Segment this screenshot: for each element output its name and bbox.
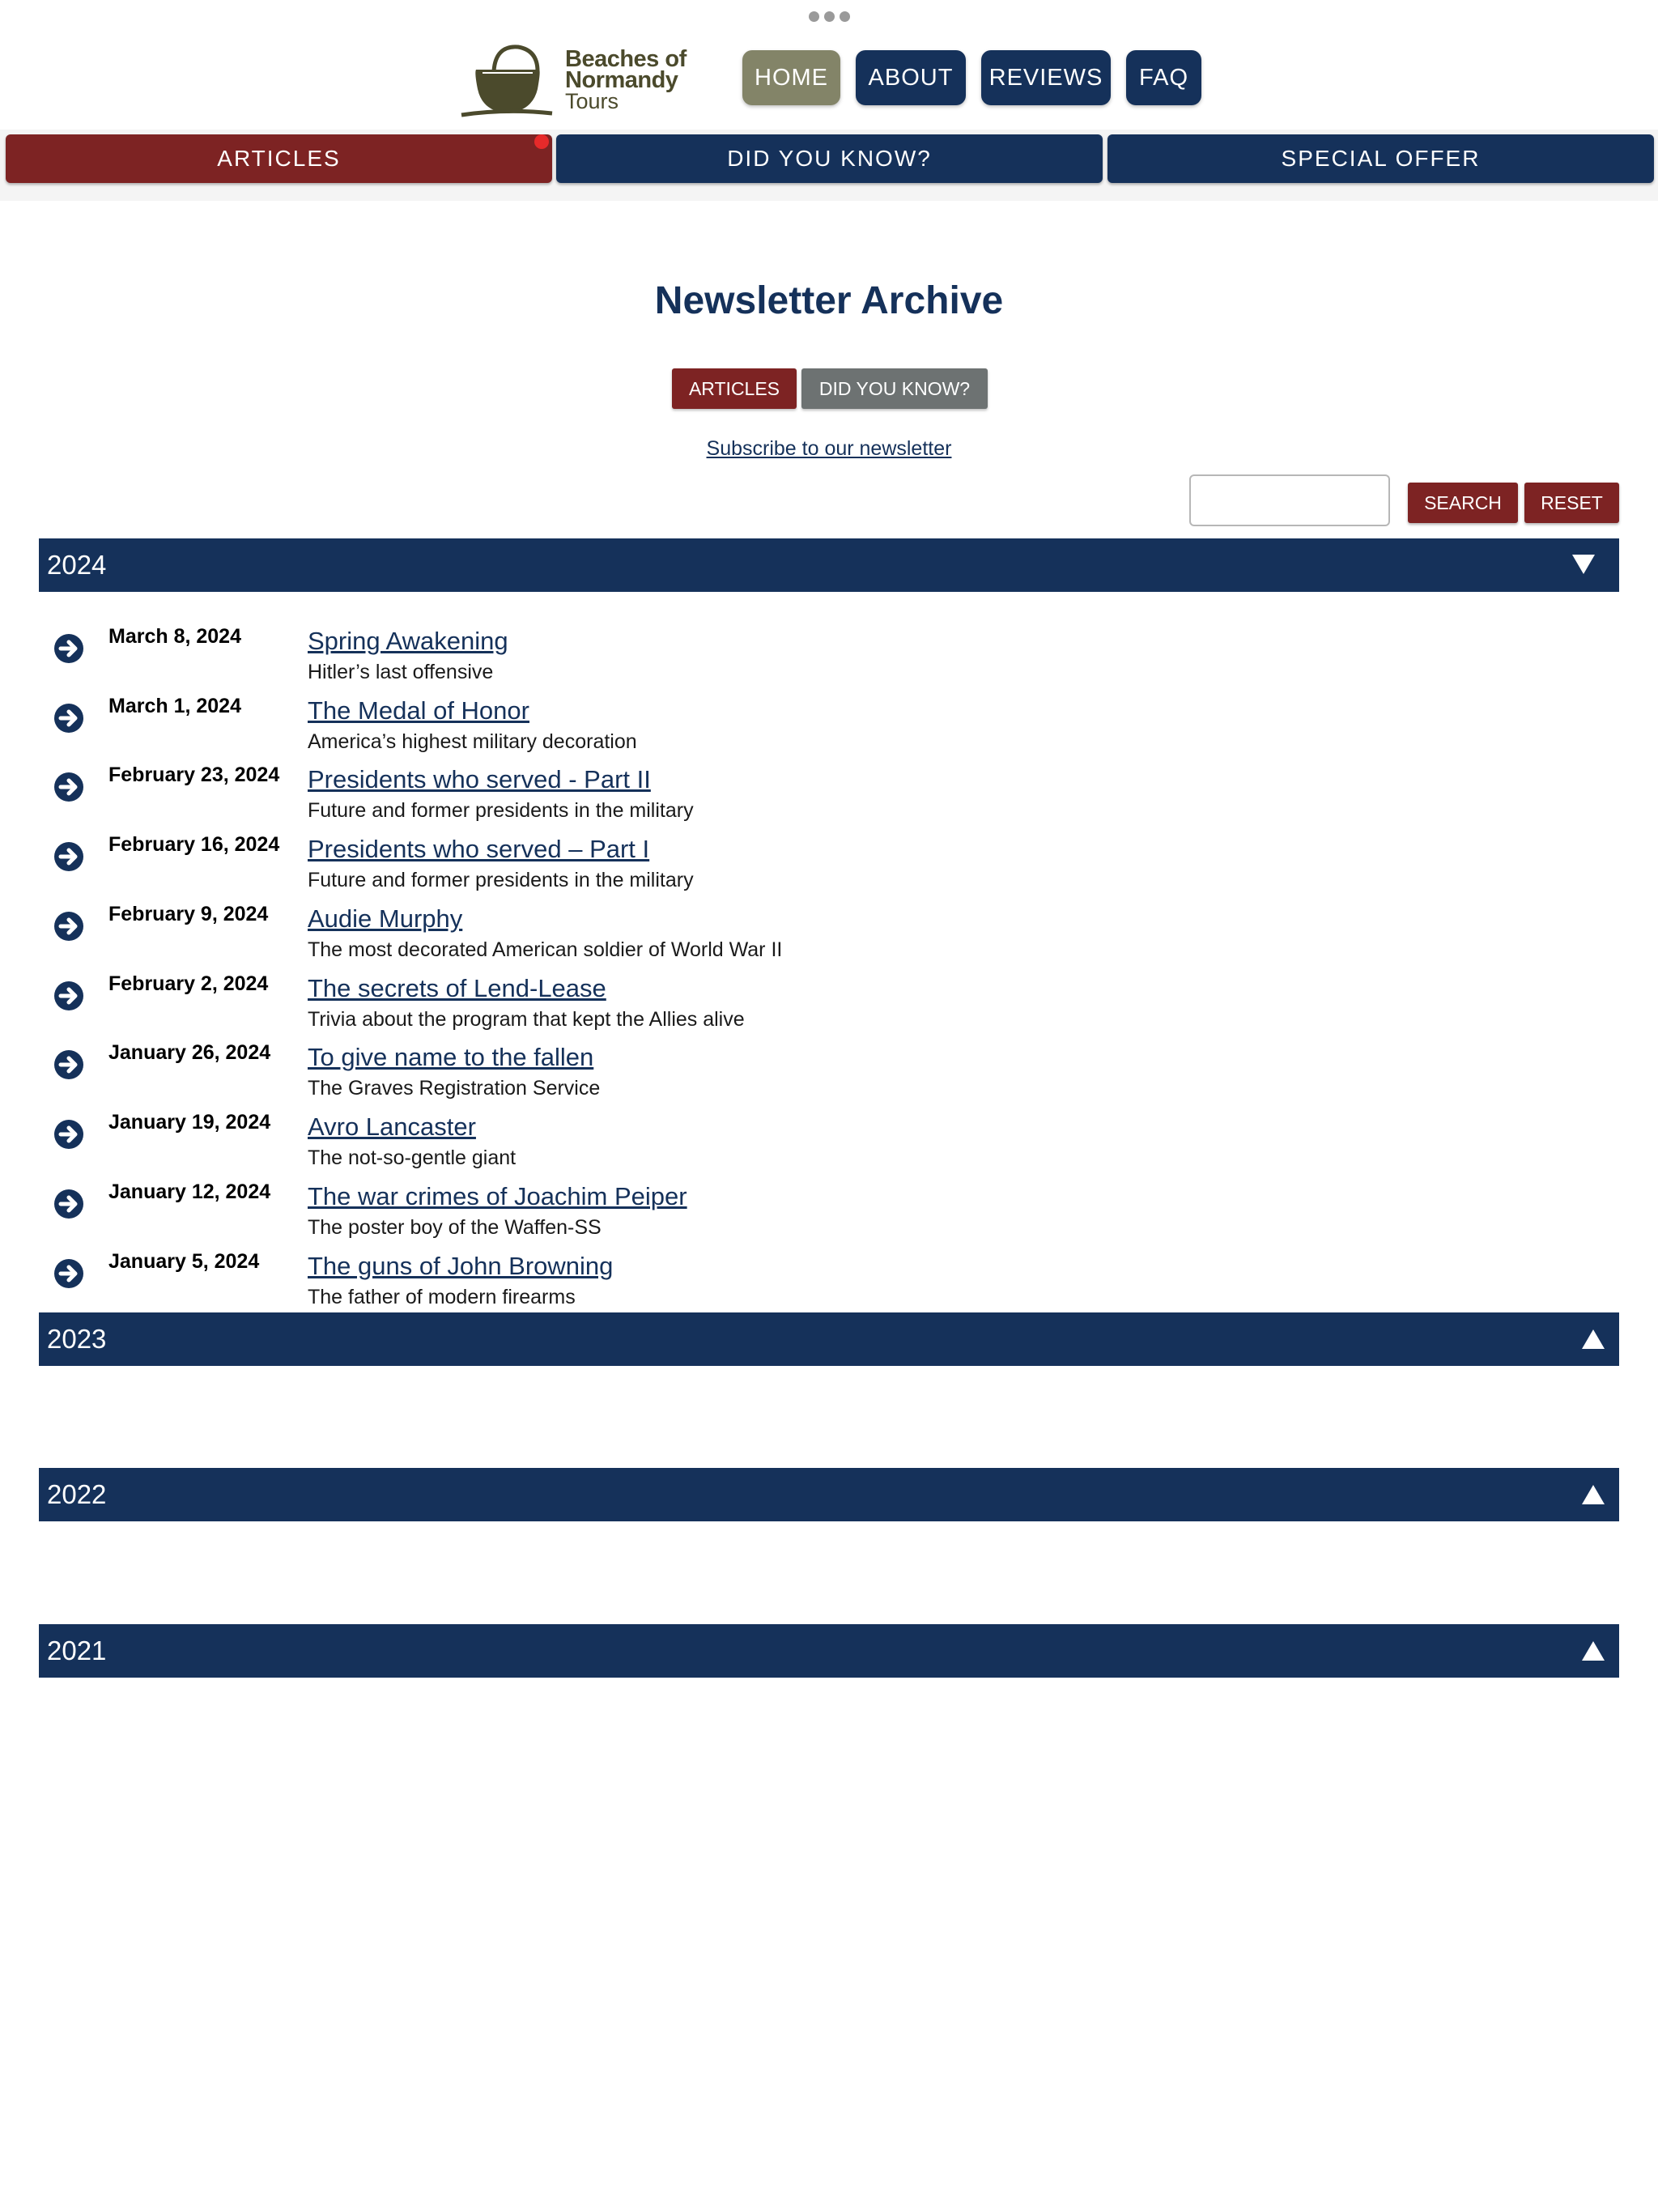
- article-title-link[interactable]: Audie Murphy: [308, 904, 463, 933]
- year-header-2023[interactable]: [39, 1312, 1619, 1366]
- year-header-2021[interactable]: [39, 1624, 1619, 1678]
- arrow-circle-right-icon[interactable]: [53, 1258, 84, 1289]
- article-subtitle: The not-so-gentle giant: [308, 1146, 517, 1169]
- logo-line-3: Tours: [565, 89, 619, 113]
- article-row: [0, 833, 1658, 903]
- logo-wordmark: [565, 46, 687, 113]
- year-header-2022[interactable]: [39, 1468, 1619, 1521]
- article-subtitle: The Graves Registration Service: [308, 1077, 601, 1100]
- logo-line-1: Beaches of: [565, 46, 687, 72]
- expand-triangle-icon: [1582, 1641, 1605, 1661]
- article-row: [0, 1041, 1658, 1111]
- article-subtitle: Future and former presidents in the military: [308, 799, 694, 822]
- article-title-link[interactable]: The war crimes of Joachim Peiper: [308, 1182, 687, 1210]
- subscribe-link-text[interactable]: Subscribe to our newsletter: [706, 437, 952, 460]
- nav-reviews-button[interactable]: REVIEWS: [981, 50, 1111, 105]
- subscribe-link[interactable]: [0, 437, 1658, 461]
- article-row: [0, 695, 1658, 764]
- article-row: [0, 1180, 1658, 1250]
- article-subtitle: Trivia about the program that kept the Allies alive: [308, 1008, 745, 1031]
- article-title-link[interactable]: The secrets of Lend-Lease: [308, 974, 606, 1002]
- expand-triangle-icon: [1582, 1485, 1605, 1504]
- filter-did-you-know-button[interactable]: DID YOU KNOW?: [801, 368, 988, 409]
- article-date: January 19, 2024: [108, 1111, 271, 1134]
- nav-home-button[interactable]: HOME: [742, 50, 840, 105]
- year-label: 2024: [47, 550, 107, 580]
- article-date: January 26, 2024: [108, 1041, 271, 1064]
- basket-logo-icon: [458, 40, 555, 118]
- article-date: January 5, 2024: [108, 1250, 260, 1273]
- dot-icon: [809, 11, 819, 22]
- article-row: [0, 625, 1658, 695]
- article-title-link[interactable]: Spring Awakening: [308, 627, 508, 655]
- search-input[interactable]: [1189, 474, 1390, 526]
- article-subtitle: America’s highest military decoration: [308, 730, 637, 753]
- article-title-link[interactable]: Presidents who served – Part I: [308, 835, 650, 863]
- logo-line-2: Normandy: [565, 67, 678, 93]
- arrow-circle-right-icon[interactable]: [53, 1049, 84, 1080]
- article-row: [0, 1111, 1658, 1180]
- year-label: 2021: [47, 1636, 107, 1665]
- dot-icon: [840, 11, 850, 22]
- article-date: February 9, 2024: [108, 903, 269, 925]
- arrow-circle-right-icon[interactable]: [53, 981, 84, 1011]
- page-title: Newsletter Archive: [654, 279, 1004, 322]
- article-date: February 23, 2024: [108, 764, 280, 786]
- arrow-circle-right-icon[interactable]: [53, 841, 84, 872]
- article-title-link[interactable]: The Medal of Honor: [308, 696, 529, 725]
- article-date: February 2, 2024: [108, 972, 269, 995]
- more-options-handle[interactable]: [0, 11, 1658, 26]
- tab-did-you-know[interactable]: DID YOU KNOW?: [556, 134, 1103, 183]
- arrow-circle-right-icon[interactable]: [53, 1119, 84, 1150]
- notification-dot: [534, 134, 549, 149]
- section-tabs: [0, 130, 1658, 201]
- article-row: [0, 764, 1658, 833]
- expand-triangle-icon: [1582, 1329, 1605, 1349]
- reset-button[interactable]: RESET: [1524, 483, 1619, 523]
- arrow-circle-right-icon[interactable]: [53, 911, 84, 942]
- site-header: [0, 39, 1658, 120]
- nav-faq-button[interactable]: FAQ: [1126, 50, 1201, 105]
- article-row: [0, 972, 1658, 1042]
- year-label: 2023: [47, 1324, 107, 1354]
- arrow-circle-right-icon[interactable]: [53, 1189, 84, 1219]
- collapse-triangle-icon: [1572, 555, 1595, 574]
- year-label: 2022: [47, 1479, 107, 1509]
- article-title-link[interactable]: Avro Lancaster: [308, 1112, 476, 1141]
- article-row: [0, 1250, 1658, 1320]
- search-button[interactable]: SEARCH: [1408, 483, 1518, 523]
- article-subtitle: The most decorated American soldier of World War II: [308, 938, 783, 961]
- tab-special-offer[interactable]: SPECIAL OFFER: [1107, 134, 1654, 183]
- filter-articles-button[interactable]: ARTICLES: [672, 368, 797, 409]
- arrow-circle-right-icon[interactable]: [53, 633, 84, 664]
- nav-about-button[interactable]: ABOUT: [856, 50, 966, 105]
- article-title-link[interactable]: Presidents who served - Part II: [308, 765, 651, 793]
- article-title-link[interactable]: The guns of John Browning: [308, 1252, 614, 1280]
- arrow-circle-right-icon[interactable]: [53, 772, 84, 802]
- article-date: February 16, 2024: [108, 833, 280, 856]
- arrow-circle-right-icon[interactable]: [53, 703, 84, 734]
- article-title-link[interactable]: To give name to the fallen: [308, 1043, 594, 1071]
- article-row: [0, 903, 1658, 972]
- article-subtitle: The father of modern firearms: [308, 1286, 576, 1308]
- article-date: January 12, 2024: [108, 1180, 271, 1203]
- article-subtitle: Hitler’s last offensive: [308, 661, 494, 683]
- article-subtitle: The poster boy of the Waffen-SS: [308, 1216, 602, 1239]
- year-header-2024[interactable]: [39, 538, 1619, 592]
- article-date: March 8, 2024: [108, 625, 241, 648]
- tab-articles[interactable]: ARTICLES: [6, 134, 552, 183]
- dot-icon: [824, 11, 835, 22]
- site-logo[interactable]: [458, 39, 693, 118]
- article-subtitle: Future and former presidents in the military: [308, 869, 694, 891]
- article-date: March 1, 2024: [108, 695, 241, 717]
